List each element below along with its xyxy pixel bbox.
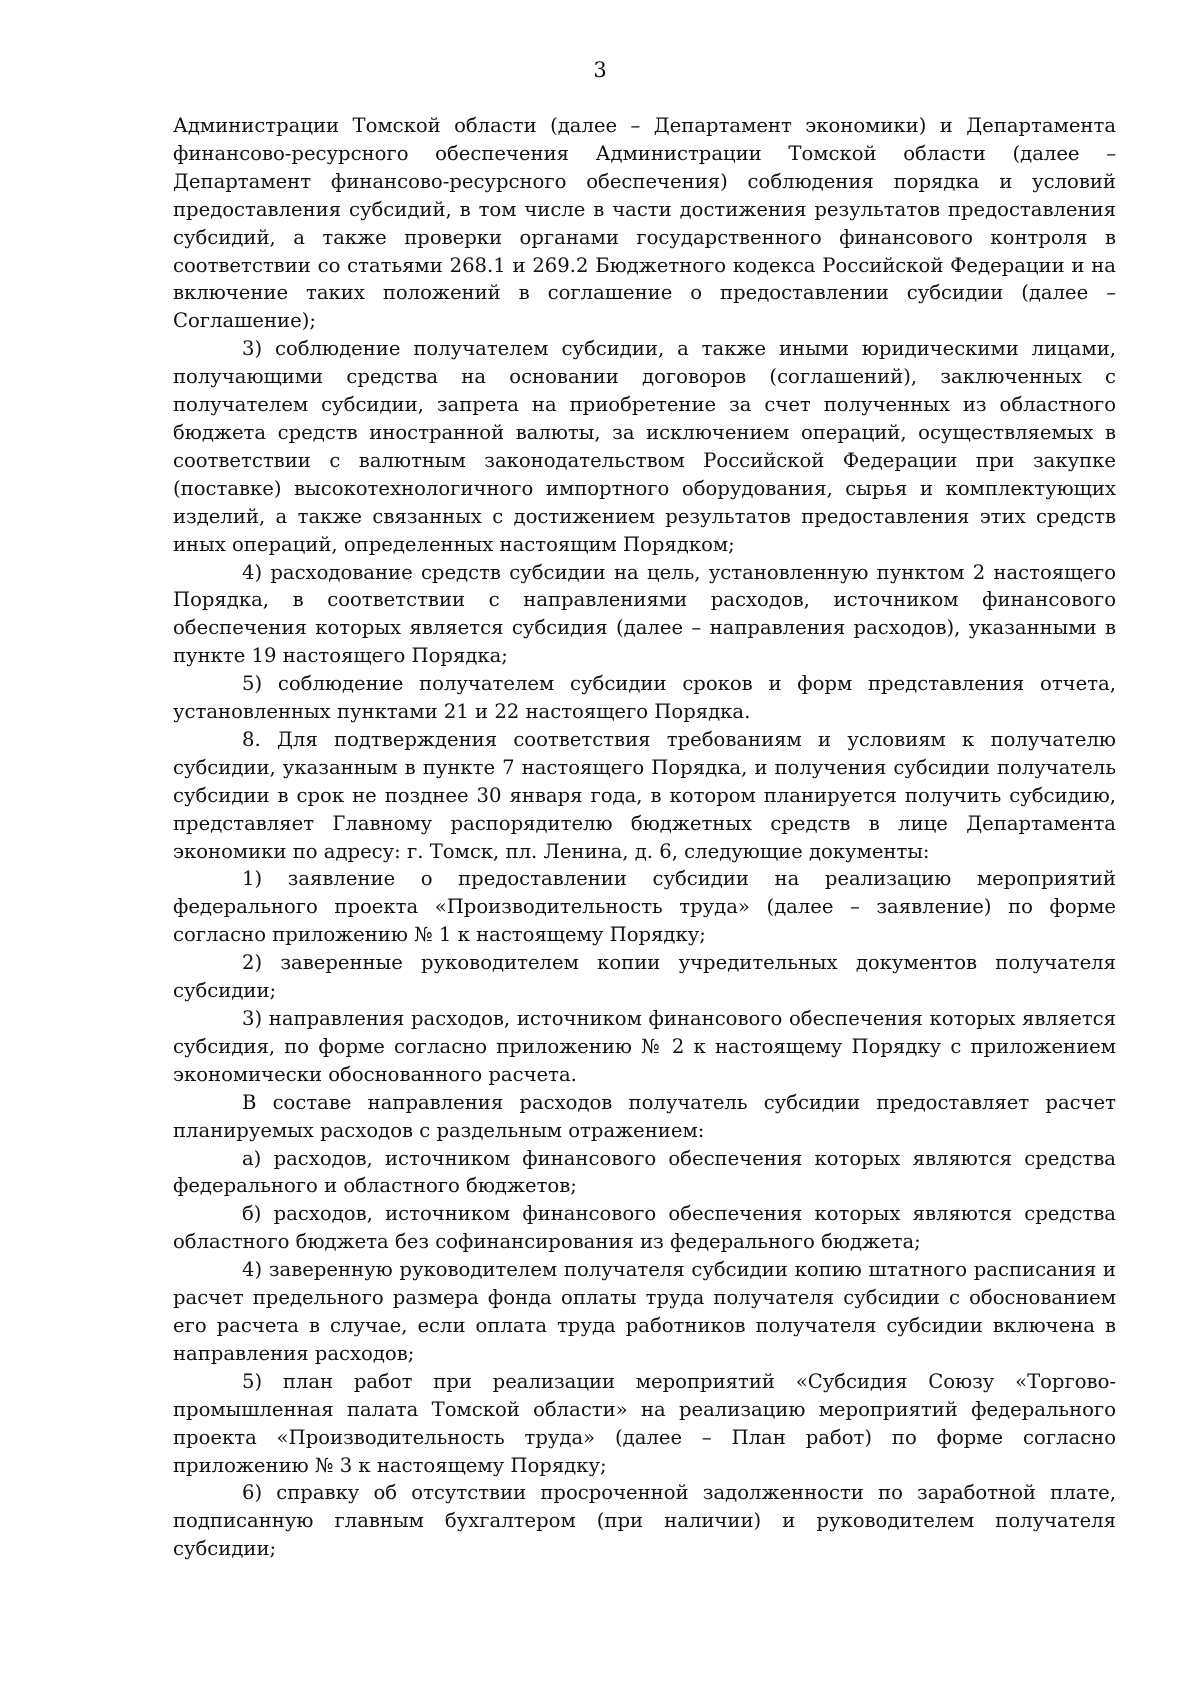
paragraph-doc-4-staff-schedule: 4) заверенную руководителем получателя субсидии копию штатного расписания и расчет предельного размера фонда оплаты труда получателя субсидии с обоснованием его расчета в случае, если оплата труда работников получателя субсидии включена в направления расходов; [173,1258,1116,1365]
document-body [173,112,1116,1563]
paragraph-item-3-currency-ban: 3) соблюдение получателем субсидии, а также иными юридическими лицами, получающими средства на основании договоров (соглашений), заключенных с получателем субсидии, запрета на приобретение за счет полученных из областного бюджета средств иностранной валюты, за исключением операций, осуществляемых в соответствии с валютным законодательством Российской Федерации при закупке (поставке) высокотехнологичного импортного оборудования, сырья и комплектующих изделий, а также связанных с достижением результатов предоставления этих средств иных операций, определенных настоящим Порядком; [173,337,1116,556]
paragraph-doc-1-application: 1) заявление о предоставлении субсидии на реализацию мероприятий федерального проекта «Производительность труда» (далее – заявление) по форме согласно приложению № 1 к настоящему Порядку; [173,867,1116,947]
paragraph-expense-calculation: В составе направления расходов получатель субсидии предоставляет расчет планируемых расходов с раздельным отражением: [173,1090,1116,1142]
paragraph-doc-2-founding-documents: 2) заверенные руководителем копии учредительных документов получателя субсидии; [173,951,1116,1003]
paragraph-doc-6-salary-debt-certificate: 6) справку об отсутствии просроченной задолженности по заработной плате, подписанную главным бухгалтером (при наличии) и руководителем получателя субсидии; [173,1481,1116,1561]
paragraph-doc-3-expense-directions: 3) направления расходов, источником финансового обеспечения которых является субсидия, по форме согласно приложению № 2 к настоящему Порядку с приложением экономически обоснованного расчета. [173,1007,1116,1086]
paragraph-subitem-a: а) расходов, источником финансового обеспечения которых являются средства федерального и областного бюджетов; [173,1146,1116,1198]
paragraph-doc-5-work-plan: 5) план работ при реализации мероприятий «Субсидия Союзу «Торгово-промышленная палата Томской области» на реализацию мероприятий федерального проекта «Производительность труда» (далее – План работ) по форме согласно приложению № 3 к настоящему Порядку; [173,1369,1116,1477]
paragraph-item-5-reporting: 5) соблюдение получателем субсидии сроков и форм представления отчета, установленных пунктами 21 и 22 настоящего Порядка. [173,672,1116,724]
paragraph-clause-8: 8. Для подтверждения соответствия требованиям и условиям к получателю субсидии, указанным в пункте 7 настоящего Порядка, и получения субсидии получатель субсидии в срок не позднее 30 января года, в котором планируется получить субсидию, представляет Главному распорядителю бюджетных средств в лице Департамента экономики по адресу: г. Томск, пл. Ленина, д. 6, следующие документы: [173,727,1116,863]
paragraph-item-4-spending-purpose: 4) расходование средств субсидии на цель, установленную пунктом 2 настоящего Порядка, в соответствии с направлениями расходов, источником финансового обеспечения которых является субсидия (далее – направления расходов), указанными в пункте 19 настоящего Порядка; [173,560,1116,668]
page-number: 3 [593,58,607,82]
paragraph-continuation: Администрации Томской области (далее – Департамент экономики) и Департамента финансово-ресурсного обеспечения Администрации Томской области (далее – Департамент финансово-ресурсного обеспечения) соблюдения порядка и условий предоставления субсидий, в том числе в части достижения результатов предоставления субсидий, а также проверки органами государственного финансового контроля в соответствии со статьями 268.1 и 269.2 Бюджетного кодекса Российской Федерации и на включение таких положений в соглашение о предоставлении субсидии (далее – Соглашение); [173,114,1116,333]
paragraph-subitem-b: б) расходов, источником финансового обеспечения которых являются средства областного бюджета без софинансирования из федерального бюджета; [173,1202,1116,1254]
